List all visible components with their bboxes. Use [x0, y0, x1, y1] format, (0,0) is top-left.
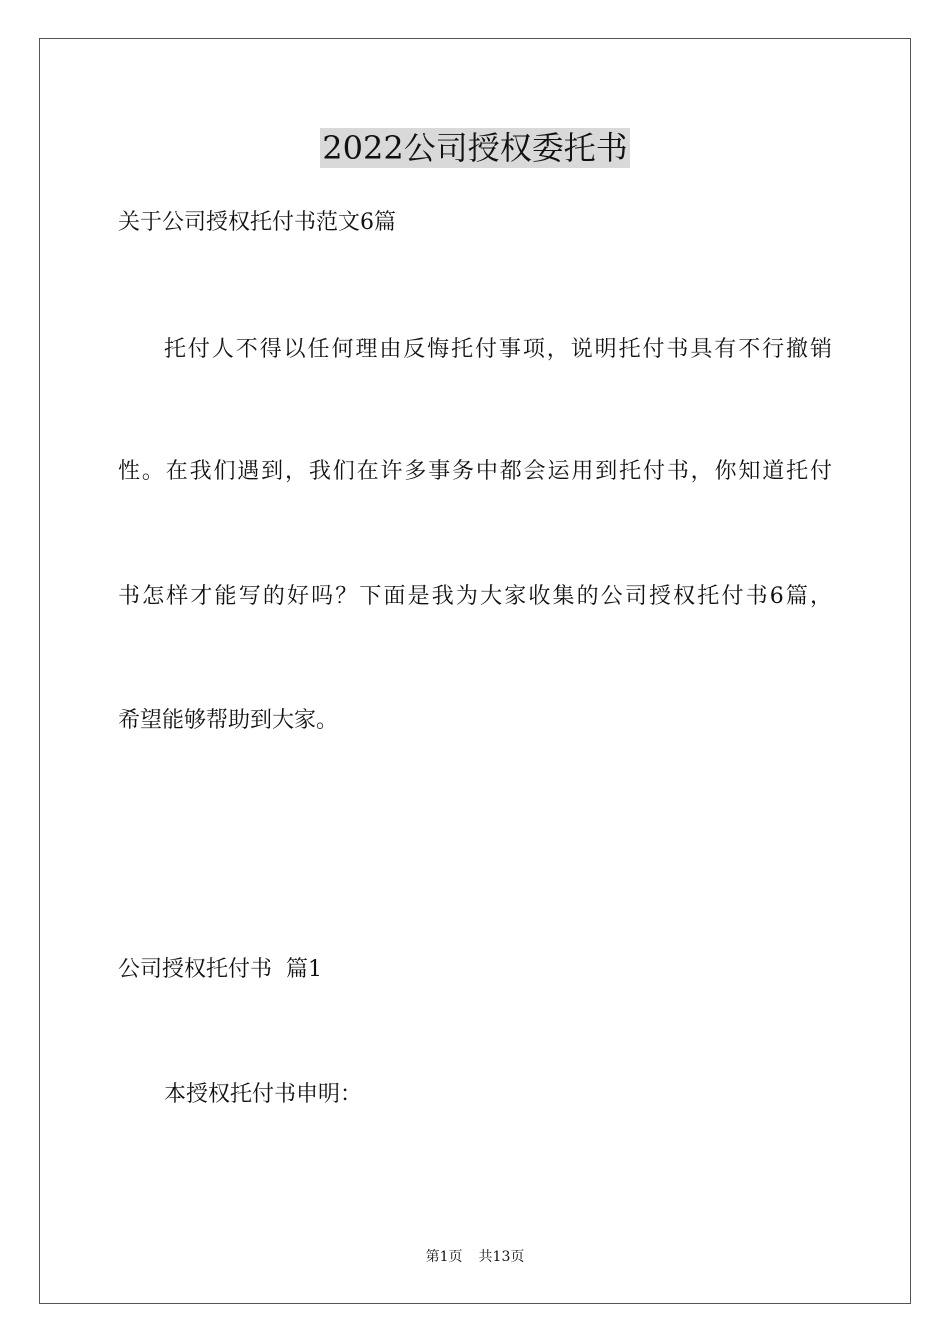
intro-line-1: 托付人不得以任何理由反悔托付事项，说明托付书具有不行撤销: [164, 337, 832, 362]
page-number: 第1页: [425, 1249, 463, 1265]
section-first-line: 本授权托付书申明：: [164, 1082, 363, 1107]
page-total: 共13页: [478, 1249, 525, 1265]
intro-line-2: 性。在我们遇到，我们在许多事务中都会运用到托付书，你知道托付: [118, 459, 832, 484]
document-subtitle: 关于公司授权托付书范文6篇: [118, 210, 396, 235]
title-container: [0, 128, 950, 168]
page-footer: [0, 1248, 950, 1266]
document-title: 2022公司授权委托书: [322, 129, 628, 167]
intro-line-3: 书怎样才能写的好吗？下面是我为大家收集的公司授权托付书6篇，: [118, 584, 832, 609]
intro-line-4: 希望能够帮助到大家。: [118, 708, 339, 733]
section-heading: 公司授权托付书 篇1: [118, 957, 322, 982]
